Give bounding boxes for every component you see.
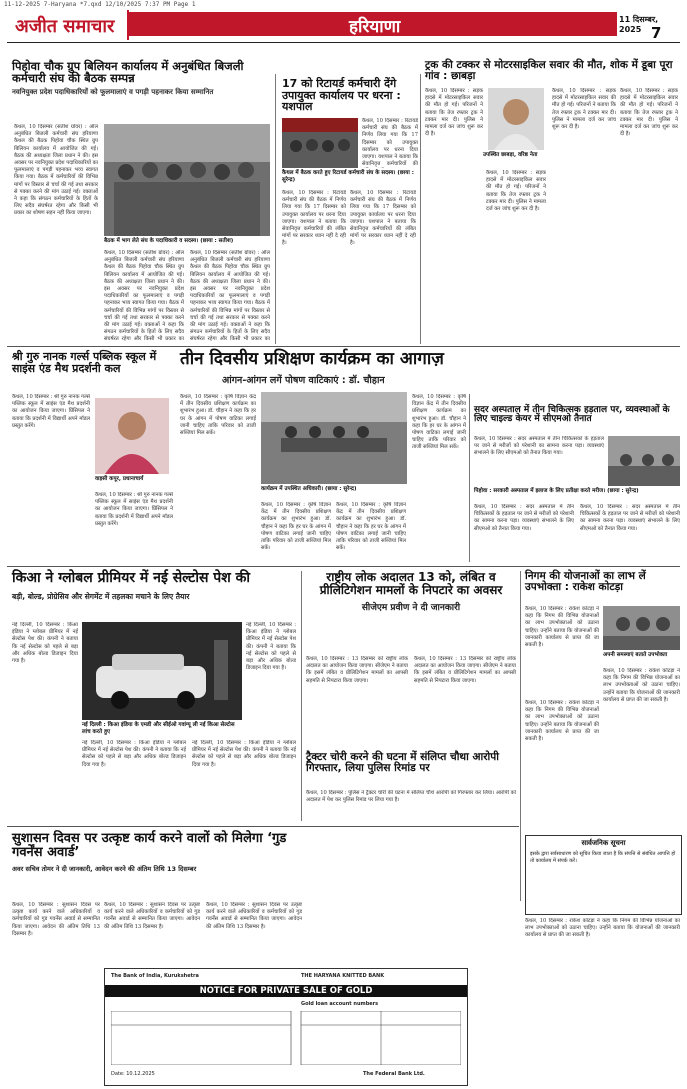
column-rule [420,74,421,344]
masthead: अजीत समाचार [15,16,115,37]
article-4 [12,351,172,374]
hospital-photo-image [608,436,680,486]
article-2-headline: 17 को रिटायर्ड कर्मचारी देंगे उपायुक्त कार्यालय पर धरना : यशपाल [282,77,401,114]
notice-branch-right: THE HARYANA KNITTED BANK [301,973,385,979]
column-rule [520,571,521,901]
ad-body: इसके द्वारा सर्वसाधारण को सूचित किया जाता है कि संपत्ति से संबंधित आपत्ति हो तो कार्यालय में संपर्क करें। [530,851,676,864]
article-1-photo [104,124,270,236]
article-4-portrait [95,398,169,474]
article-3-caption: उपस्थित छाबड़ा, वरिष्ठ नेता [483,152,538,158]
article-6-photo [608,436,680,486]
article-3-headline: ट्रक की टक्कर से मोटरसाइकिल सवार की मौत, शोक में डूबा पूरा गांव : छाबड़ा [425,59,673,83]
article-8-body: कैथल, 10 दिसम्बर : 13 दिसम्बर को राष्ट्रीय लोक अदालत का आयोजन किया जाएगा। सीजेएम ने बताया कि इसमें लंबित व प्रीलिटिगेशन मामलों का आपसी सहमति से निपटारा किया जाएगा। [306,656,408,684]
article-11-headline: सुशासन दिवस पर उत्कृष्ट कार्य करने वालों को मिलेगा ‘गुड गवर्नेंस अवार्ड’ [12,831,287,860]
article-10-body: कैथल, 10 दिसम्बर : राकेश कोटड़ा ने कहा कि निगम की विभिन्न योजनाओं का लाभ उपभोक्ताओं को उठाना चाहिए। उन्होंने बताया कि योजनाओं की जानकारी कार्यालय से प्राप्त की जा सकती है। [525,606,599,649]
notice-table-header: Gold loan account numbers [301,1001,379,1007]
article-1-body-col3: कैथल, 10 दिसम्बर (सतीश ग्रोवर) : ऑल अनुबंधित बिजली कर्मचारी संघ हरियाणा कैथल की बैठक पिहोवा चौक स्थित ग्रुप बिलियन कार्यालय में आयोजित की गई। बैठक की अध्यक्षता जिला प्रधान ने की। इस अवसर पर नवनियुक्त प्रदेश पदाधिकारियों का फूलमालाएं व पगड़ी पहनाकर भव्य स्वागत किया गया। बैठक में कर्मचारियों की विभिन्न मांगों पर विस्तार से चर्चा की गई तथा सरकार से पक्का करने की मांग उठाई गई। वक्ताओं ने कहा कि संगठन कर्मचारियों के हितों के लिए सदैव संघर्षरत रहेगा और किसी भी प्रकार का [190,250,270,342]
training-photo-image [261,392,407,484]
article-1 [12,60,270,97]
article-7-body-col3: नई दिल्ली, 10 दिसम्बर : किआ इंडिया ने ग्लोबल प्रीमियर में नई सेल्टोस पेश की। कंपनी ने बताया कि नई सेल्टोस को पहले से बड़ा और अधिक बोल्ड डिजाइन दिया गया है। [82,740,186,768]
article-5-subhead: आंगन-आंगन लगें पोषण वाटिकाएं : डॉ. चौहान [222,374,385,386]
article-11-body-col2: कैथल, 10 दिसम्बर : सुशासन दिवस पर उत्कृष्ट कार्य करने वाले अधिकारियों व कर्मचारियों को गुड गवर्नेंस अवार्ड से सम्मानित किया जाएगा। आवेदन की अंतिम तिथि 13 दिसम्बर है। [104,902,200,930]
article-11-body-col3: कैथल, 10 दिसम्बर : सुशासन दिवस पर उत्कृष्ट कार्य करने वाले अधिकारियों व कर्मचारियों को गुड गवर्नेंस अवार्ड से सम्मानित किया जाएगा। आवेदन की अंतिम तिथि 13 दिसम्बर है। [206,902,302,930]
article-10 [525,571,680,593]
article-5-headline: तीन दिवसीय प्रशिक्षण कार्यक्रम का आगाज़ [180,349,444,369]
section-title: हरियाणा [349,17,401,37]
article-6-caption: पिहोवा : सरकारी अस्पताल में इलाज के लिए प्रतीक्षा करते मरीज। (छाया : सुरेन्द्र) [474,488,639,494]
article-7-caption: नई दिल्ली : किआ इंडिया के एमडी और सीईओ गवांग्यू ली नई किआ सेल्टोस लांच करते हुए [82,722,235,735]
article-8-body-col2: कैथल, 10 दिसम्बर : 13 दिसम्बर को राष्ट्रीय लोक अदालत का आयोजन किया जाएगा। सीजेएम ने बताया कि इसमें लंबित व प्रीलिटिगेशन मामलों का आपसी सहमति से निपटारा किया जाएगा। [414,656,516,684]
article-3-body-col3: कैथल, 10 दिसम्बर : सड़क हादसे में मोटरसाइकिल सवार की मौत हो गई। परिजनों ने बताया कि तेज रफ्तार ट्रक ने टक्कर मार दी। पुलिस ने मामला दर्ज कर जांच शुरू कर दी है। [552,88,616,131]
column-rule [301,571,302,821]
notice-title: NOTICE FOR PRIVATE SALE OF GOLD [199,986,373,996]
article-1-body: कैथल, 10 दिसम्बर (सतीश ग्रोवर) : ऑल अनुबंधित बिजली कर्मचारी संघ हरियाणा कैथल की बैठक पिहोवा चौक स्थित ग्रुप बिलियन कार्यालय में आयोजित की गई। बैठक की अध्यक्षता जिला प्रधान ने की। इस अवसर पर नवनियुक्त प्रदेश पदाधिकारियों का फूलमालाएं व पगड़ी पहनाकर भव्य स्वागत किया गया। बैठक में कर्मचारियों की विभिन्न मांगों पर विस्तार से चर्चा की गई तथा सरकार से पक्का करने की मांग उठाई गई। वक्ताओं ने कहा कि संगठन कर्मचारियों के हितों के लिए सदैव संघर्षरत रहेगा और किसी भी प्रकार का शोषण सहन नहीं किया जाएगा। [14,124,98,217]
article-11-body: कैथल, 10 दिसम्बर : सुशासन दिवस पर उत्कृष्ट कार्य करने वाले अधिकारियों व कर्मचारियों को गुड गवर्नेंस अवार्ड से सम्मानित किया जाएगा। आवेदन की अंतिम तिथि 13 दिसम्बर है। [12,902,100,937]
portrait-image [488,88,544,150]
car-launch-image [82,622,242,720]
article-9 [306,752,516,774]
article-8 [306,571,516,613]
article-10-photo [603,606,680,650]
article-1-body-col2: कैथल, 10 दिसम्बर (सतीश ग्रोवर) : ऑल अनुबंधित बिजली कर्मचारी संघ हरियाणा कैथल की बैठक पिहोवा चौक स्थित ग्रुप बिलियन कार्यालय में आयोजित की गई। बैठक की अध्यक्षता जिला प्रधान ने की। इस अवसर पर नवनियुक्त प्रदेश पदाधिकारियों का फूलमालाएं व पगड़ी पहनाकर भव्य स्वागत किया गया। बैठक में कर्मचारियों की विभिन्न मांगों पर विस्तार से चर्चा की गई तथा सरकार से पक्का करने की मांग उठाई गई। वक्ताओं ने कहा कि संगठन कर्मचारियों के हितों के लिए सदैव संघर्षरत रहेगा और किसी भी प्रकार का [104,250,184,342]
article-7-subhead: बड़ी, बोल्ड, प्रोग्रेसिव और सेगमेंट में तहलका मचाने के लिए तैयार [12,591,190,601]
article-6-body: कैथल, 10 दिसम्बर : सदर अस्पताल में तीन चिकित्सकों के हड़ताल पर जाने से मरीजों को परेशानी का सामना करना पड़ा। व्यवस्थाएं संभालने के लिए सीएमओ को तैनात किया गया। [474,436,604,457]
article-11 [12,832,302,873]
article-7 [12,571,296,602]
article-10-body-col2: कैथल, 10 दिसम्बर : राकेश कोटड़ा ने कहा कि निगम की विभिन्न योजनाओं का लाभ उपभोक्ताओं को उठाना चाहिए। उन्होंने बताया कि योजनाओं की जानकारी कार्यालय से प्राप्त की जा सकती है। [603,668,680,703]
article-2 [282,78,418,113]
article-1-caption: बैठक में भाग लेते संघ के पदाधिकारी व सदस्य। (छाया : सतीश) [104,238,234,244]
article-2-caption: कैथल में बैठक करते हुए रिटायर्ड कर्मचारी संघ के सदस्य। (छाया : सुरेन्द्र) [282,170,414,183]
article-4-body: कैथल, 10 दिसम्बर : श्री गुरु नानक गर्ल्स पब्लिक स्कूल में साइंस एंड मैथ प्रदर्शनी का आयोजन किया जाएगा। प्रिंसिपल ने बताया कि प्रदर्शनी में विद्यार्थी अपने मॉडल प्रस्तुत करेंगे। [12,394,90,429]
article-4-caption: वाइसी कपूर, प्रधानाचार्य [95,476,144,482]
article-5-body-col3: कैथल, 10 दिसम्बर : कृषि विज्ञान केंद्र में तीन दिवसीय प्रशिक्षण कार्यक्रम का शुभारंभ हुआ। डॉ. चौहान ने कहा कि हर घर के आंगन में पोषण वाटिका लगाई जानी चाहिए ताकि परिवार को ताजी सब्जियां मिल सकें। [336,502,406,552]
group-photo-image [104,124,270,236]
article-8-subhead: सीजेएम प्रवीण ने दी जानकारी [361,603,461,614]
section-rule [7,826,519,827]
article-2-body-col2: कैथल, 10 दिसम्बर : रिटायर्ड कर्मचारी संघ की बैठक में निर्णय लिया गया कि 17 दिसम्बर को उपायुक्त कार्यालय पर धरना दिया जाएगा। यशपाल ने बताया कि सेवानिवृत्त कर्मचारियों की लंबित मांगों पर सरकार ध्यान नहीं दे रही है। [282,190,346,247]
article-7-body-col4: नई दिल्ली, 10 दिसम्बर : किआ इंडिया ने ग्लोबल प्रीमियर में नई सेल्टोस पेश की। कंपनी ने बताया कि नई सेल्टोस को पहले से बड़ा और अधिक बोल्ड डिजाइन दिया गया है। [192,740,296,768]
article-10-headline: निगम की योजनाओं का लाभ लें उपभोक्ता : राकेश कोटड़ा [525,570,646,594]
article-3-portrait [488,88,544,150]
classified-ad [525,835,682,915]
article-9-body: कैथल, 10 दिसम्बर : पुलिस ने ट्रैक्टर चोरी की घटना में संलिप्त चौथे आरोपी को गिरफ्तार कर लिया। आरोपी को अदालत में पेश कर पुलिस रिमांड पर लिया गया है। [306,790,516,804]
article-5-body-col4: कैथल, 10 दिसम्बर : कृषि विज्ञान केंद्र में तीन दिवसीय प्रशिक्षण कार्यक्रम का शुभारंभ हुआ। डॉ. चौहान ने कहा कि हर घर के आंगन में पोषण वाटिका लगाई जानी चाहिए ताकि परिवार को ताजी सब्जियां मिल सकें। [412,394,466,451]
page-number: 7 [651,24,662,42]
article-5-body-col2: कैथल, 10 दिसम्बर : कृषि विज्ञान केंद्र में तीन दिवसीय प्रशिक्षण कार्यक्रम का शुभारंभ हुआ। डॉ. चौहान ने कहा कि हर घर के आंगन में पोषण वाटिका लगाई जानी चाहिए ताकि परिवार को ताजी सब्जियां मिल सकें। [261,502,331,552]
section-rule [7,346,680,347]
article-3-body: कैथल, 10 दिसम्बर : सड़क हादसे में मोटरसाइकिल सवार की मौत हो गई। परिजनों ने बताया कि तेज रफ्तार ट्रक ने टक्कर मार दी। पुलिस ने मामला दर्ज कर जांच शुरू कर दी है। [425,88,483,138]
article-10-body-col3: कैथल, 10 दिसम्बर : राकेश कोटड़ा ने कहा कि निगम की विभिन्न योजनाओं का लाभ उपभोक्ताओं को उठाना चाहिए। उन्होंने बताया कि योजनाओं की जानकारी कार्यालय से प्राप्त की जा सकती है। [525,700,599,743]
right-column-text: कैथल, 10 दिसम्बर : राकेश कोटड़ा ने कहा कि निगम की विभिन्न योजनाओं का लाभ उपभोक्ताओं को उठाना चाहिए। उन्होंने बताया कि योजनाओं की जानकारी कार्यालय से प्राप्त की जा सकती है। [525,918,680,939]
article-9-headline: ट्रैक्टर चोरी करने की घटना में संलिप्त चौथा आरोपी गिरफ्तार, लिया पुलिस रिमांड पर [306,751,499,775]
consumers-photo-image [603,606,680,650]
article-3-body-col4: कैथल, 10 दिसम्बर : सड़क हादसे में मोटरसाइकिल सवार की मौत हो गई। परिजनों ने बताया कि तेज रफ्तार ट्रक ने टक्कर मार दी। पुलिस ने मामला दर्ज कर जांच शुरू कर दी है। [620,88,678,138]
issue-date: 11 दिसम्बर, 2025 [619,15,659,34]
column-rule [469,394,470,562]
article-6-headline: सदर अस्पताल में तीन चिकित्सक हड़ताल पर, व्यवस्थाओं के लिए चाइल्ड केयर में सीएमओ तैनात [474,405,670,425]
header-rule [7,42,680,43]
article-6-body-col2: कैथल, 10 दिसम्बर : सदर अस्पताल में तीन चिकित्सकों के हड़ताल पर जाने से मरीजों को परेशानी का सामना करना पड़ा। व्यवस्थाएं संभालने के लिए सीएमओ को तैनात किया गया। [474,504,574,532]
portrait-image [95,398,169,474]
section-bar [127,12,617,36]
article-4-headline: श्री गुरु नानक गर्ल्स पब्लिक स्कूल में साइंस एंड मैथ प्रदर्शनी कल [12,350,157,375]
article-7-photo [82,622,242,720]
article-7-body-col2: नई दिल्ली, 10 दिसम्बर : किआ इंडिया ने ग्लोबल प्रीमियर में नई सेल्टोस पेश की। कंपनी ने बताया कि नई सेल्टोस को पहले से बड़ा और अधिक बोल्ड डिजाइन दिया गया है। [246,622,296,672]
column-rule [275,74,276,344]
article-5 [180,351,678,386]
article-11-subhead: अवर सचिव तोमर ने दी जानकारी, आवेदन करने की अंतिम तिथि 13 दिसम्बर [12,865,197,874]
notice-footer-left: Date: 10.12.2025 [111,1071,155,1077]
article-5-photo [261,392,407,484]
section-rule [7,566,680,567]
article-1-headline: पिहोवा चौक ग्रुप बिलियन कार्यालय में अनुबंधित बिजली कर्मचारी संघ की बैठक सम्पन्न [12,59,244,86]
page-header [7,10,680,40]
article-2-photo [282,118,358,168]
meeting-photo-image [282,118,358,168]
article-1-subhead: नवनियुक्त प्रदेश पदाधिकारियों को फूलमालाएं व पगड़ी पहनाकर किया सम्मानित [12,88,214,97]
notice-branch-left: The Bank of India, Kurukshetra [111,973,199,979]
notice-table [111,1011,461,1065]
article-2-body: कैथल, 10 दिसम्बर : रिटायर्ड कर्मचारी संघ की बैठक में निर्णय लिया गया कि 17 दिसम्बर को उपायुक्त कार्यालय पर धरना दिया जाएगा। यशपाल ने बताया कि सेवानिवृत्त कर्मचारियों की [362,118,418,168]
article-6-body-col3: कैथल, 10 दिसम्बर : सदर अस्पताल में तीन चिकित्सकों के हड़ताल पर जाने से मरीजों को परेशानी का सामना करना पड़ा। व्यवस्थाएं संभालने के लिए सीएमओ को तैनात किया गया। [580,504,680,532]
article-7-headline: किआ ने ग्लोबल प्रीमियर में नई सेल्टोस पेश की [12,570,251,586]
article-10-caption: अपनी समस्याएं बताते उपभोक्ता [603,652,668,658]
print-slug: 11-12-2025 7-Haryana *7.qxd 12/10/2025 7:37 PM Page 1 [4,1,196,8]
ad-title: सार्वजनिक सूचना [581,839,626,847]
article-4-body-col2: कैथल, 10 दिसम्बर : श्री गुरु नानक गर्ल्स पब्लिक स्कूल में साइंस एंड मैथ प्रदर्शनी का आयोजन किया जाएगा। प्रिंसिपल ने बताया कि प्रदर्शनी में विद्यार्थी अपने मॉडल प्रस्तुत करेंगे। [95,492,173,527]
notice-footer-right: The Federal Bank Ltd. [363,1071,425,1077]
bank-notice [104,968,468,1086]
article-2-body-col3: कैथल, 10 दिसम्बर : रिटायर्ड कर्मचारी संघ की बैठक में निर्णय लिया गया कि 17 दिसम्बर को उपायुक्त कार्यालय पर धरना दिया जाएगा। यशपाल ने बताया कि सेवानिवृत्त कर्मचारियों की लंबित मांगों पर सरकार ध्यान नहीं दे रही है। [350,190,416,247]
article-3 [425,60,680,82]
article-5-body: कैथल, 10 दिसम्बर : कृषि विज्ञान केंद्र में तीन दिवसीय प्रशिक्षण कार्यक्रम का शुभारंभ हुआ। डॉ. चौहान ने कहा कि हर घर के आंगन में पोषण वाटिका लगाई जानी चाहिए ताकि परिवार को ताजी सब्जियां मिल सकें। [180,394,256,437]
article-7-body: नई दिल्ली, 10 दिसम्बर : किआ इंडिया ने ग्लोबल प्रीमियर में नई सेल्टोस पेश की। कंपनी ने बताया कि नई सेल्टोस को पहले से बड़ा और अधिक बोल्ड डिजाइन दिया गया है। [12,622,78,665]
notice-title-bar [105,985,467,997]
article-8-headline: राष्ट्रीय लोक अदालत 13 को, लंबित व प्रीलिटिगेशन मामलों के निपटारे का अवसर [319,570,503,597]
article-5-caption: कार्यक्रम में उपस्थित अधिकारी। (छाया : सुरेन्द्र) [261,486,357,492]
article-6 [474,406,680,425]
article-3-body-col2: कैथल, 10 दिसम्बर : सड़क हादसे में मोटरसाइकिल सवार की मौत हो गई। परिजनों ने बताया कि तेज रफ्तार ट्रक ने टक्कर मार दी। पुलिस ने मामला दर्ज कर जांच शुरू कर दी है। [486,170,546,213]
masthead-block [7,10,129,40]
